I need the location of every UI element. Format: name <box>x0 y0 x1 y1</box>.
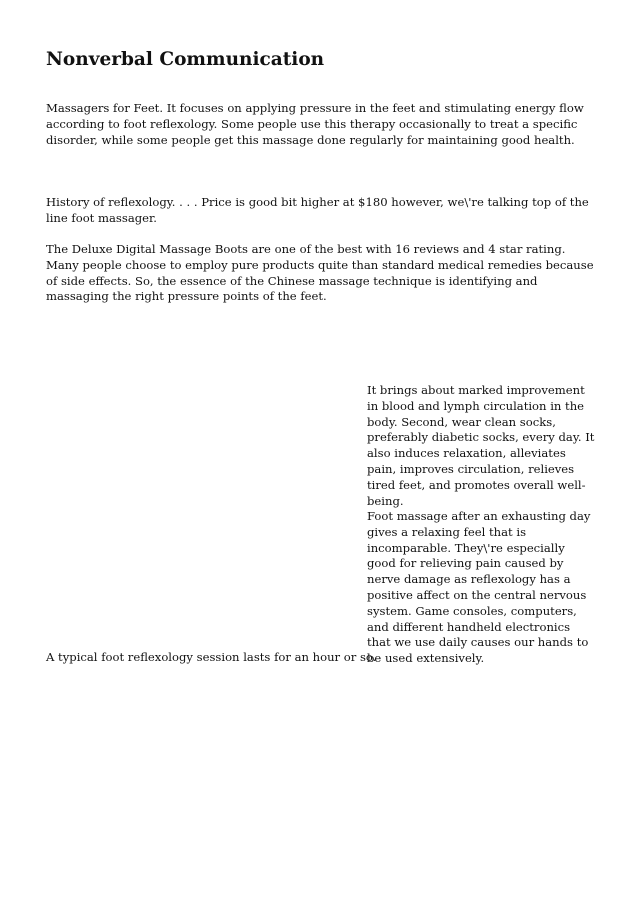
paragraph-massagers-for-feet: Massagers for Feet. It focuses on applying pressure in the feet and stimulating energy flow according to foot reflexology. Some people use this therapy occasionally to treat a specific disorder, while some people get this massage done regularly for maintaining good health. <box>46 101 584 147</box>
paragraph-foot-massage-benefits: Foot massage after an exhausting day gives a relaxing feel that is incomparable. They\'re especially good for relieving pain caused by nerve damage as reflexology has a positive affect on the central nervous system. Game consoles, computers, and different handheld electronics that we use daily causes our hands to be used extensively. <box>367 509 591 666</box>
paragraph-circulation-improvement: It brings about marked improvement in blood and lymph circulation in the body. Second, wear clean socks, preferably diabetic socks, every day. It also induces relaxation, alleviates pain, improves circulation, relieves tired feet, and promotes overall well-being. <box>367 383 595 508</box>
paragraph-history-of-reflexology: History of reflexology. . . . Price is good bit higher at $180 however, we\'re talking top of the line foot massager. <box>46 195 589 225</box>
page-title: Nonverbal Communication <box>46 49 325 70</box>
paragraph-deluxe-massage-boots: The Deluxe Digital Massage Boots are one of the best with 16 reviews and 4 star rating. Many people choose to employ pure products quite than standard medical remedies because of side effects. So, the essence of the Chinese massage technique is identifying and massaging the right pressure points of the feet. <box>46 242 594 304</box>
paragraph-session-length: A typical foot reflexology session lasts for an hour or so. <box>46 650 377 664</box>
